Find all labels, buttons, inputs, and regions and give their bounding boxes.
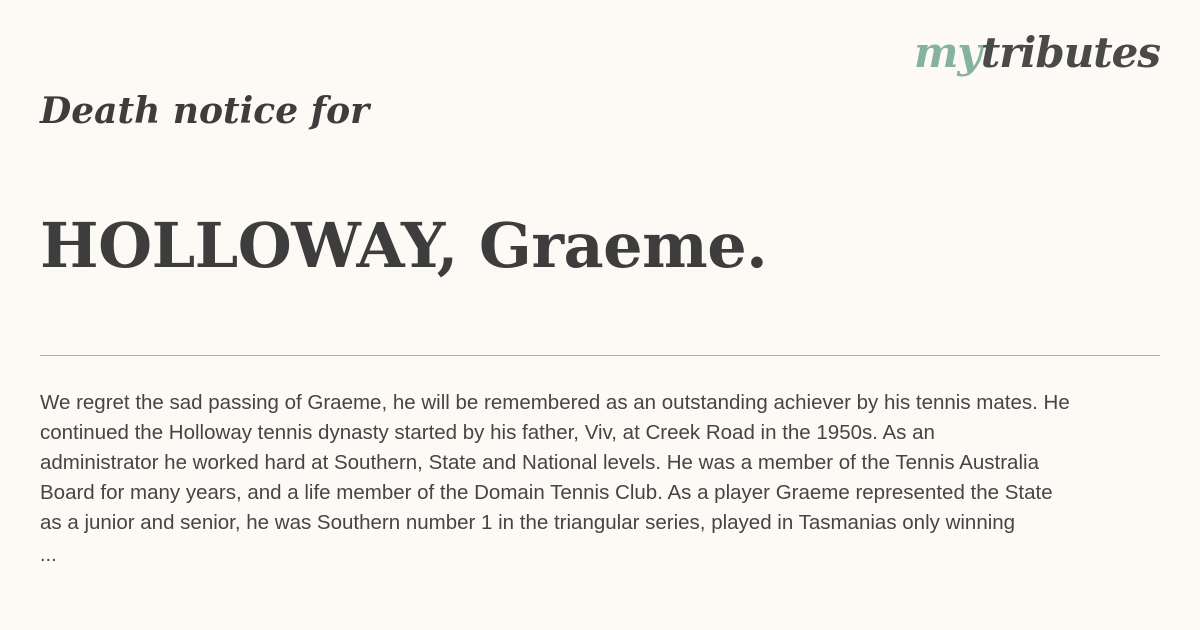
notice-kicker: Death notice for <box>40 90 370 132</box>
logo-suffix: tributes <box>980 28 1160 77</box>
divider <box>40 355 1160 356</box>
truncation-ellipsis: ... <box>40 544 57 566</box>
mytributes-logo[interactable] <box>913 28 1160 77</box>
notice-excerpt: We regret the sad passing of Graeme, he will be remembered as an outstanding achiever by his tennis mates. He continued the Holloway tennis dynasty started by his father, Viv, at Creek Road in the 1950s. As an administrator he worked hard at Southern, State and National levels. He was a member of the Tennis Australia Board for many years, and a life member of the Domain Tennis Club. As a player Graeme represented the State as a junior and senior, he was Southern number 1 in the triangular series, played in Tasmanias only winning <box>40 391 1070 534</box>
deceased-name: HOLLOWAY, Graeme. <box>40 209 768 282</box>
logo-prefix: my <box>913 28 981 77</box>
